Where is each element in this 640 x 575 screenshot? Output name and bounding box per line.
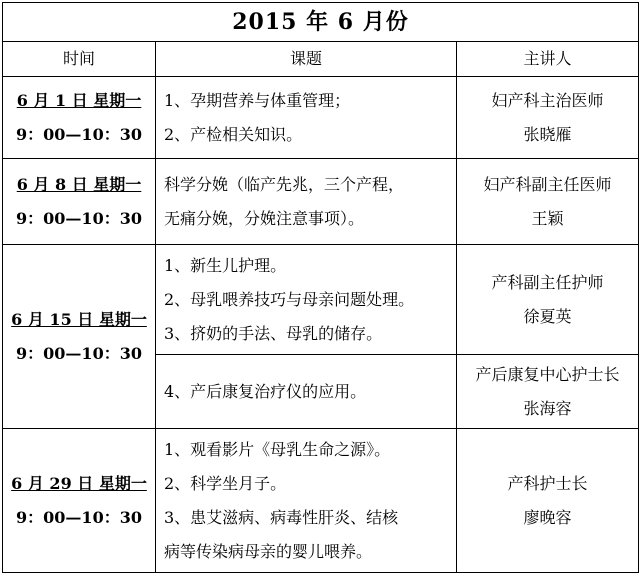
topic-line: 3、患艾滋病、病毒性肝炎、结核: [164, 507, 399, 527]
speaker-name: 徐夏英: [523, 306, 572, 326]
header-time: 时间: [3, 42, 156, 77]
session-speaker-cell: [457, 159, 639, 245]
speaker-title: 产科护士长: [507, 473, 588, 493]
topic-line: 科学分娩（临产先兆，三个产程，: [164, 174, 405, 194]
topic-line: 2、母乳喂养技巧与母亲问题处理。: [164, 289, 415, 309]
session-speaker-cell: [457, 429, 639, 573]
speaker-title: 产后康复中心护士长: [475, 364, 620, 384]
schedule-title: 2015 年 6 月份: [3, 3, 639, 42]
topic-line: 1、孕期营养与体重管理；: [164, 90, 351, 110]
topic-line: 3、挤奶的手法、母乳的储存。: [164, 323, 383, 343]
speaker-name: 王颖: [531, 208, 564, 228]
speaker-name: 张海容: [523, 398, 572, 418]
session-speaker-cell: [457, 245, 639, 355]
session-date: 6 月 1 日 星期一: [16, 90, 142, 110]
session-time-cell: [3, 159, 156, 245]
session-clock: 9：00—10：30: [16, 343, 142, 363]
session-row-1: [3, 77, 639, 159]
session-topic-cell: [156, 245, 457, 355]
topic-line: 无痛分娩，分娩注意事项）。: [164, 208, 365, 228]
header-speaker: 主讲人: [457, 42, 639, 77]
session-clock: 9：00—10：30: [16, 507, 142, 527]
session-row-4: [3, 429, 639, 573]
session-date: 6 月 15 日 星期一: [11, 309, 147, 329]
session-topic-cell: [156, 355, 457, 429]
session-clock: 9：00—10：30: [16, 124, 142, 144]
topic-line: 2、产检相关知识。: [164, 124, 303, 144]
speaker-name: 张晓雁: [523, 124, 572, 144]
session-time-cell: [3, 77, 156, 159]
session-speaker-cell: [457, 77, 639, 159]
topic-line: 1、新生儿护理。: [164, 255, 287, 275]
speaker-name: 廖晚容: [523, 507, 572, 527]
topic-line: 4、产后康复治疗仪的应用。: [164, 381, 367, 401]
topic-line: 2、科学坐月子。: [164, 473, 287, 493]
session-clock: 9：00—10：30: [16, 208, 142, 228]
session-speaker-cell: [457, 355, 639, 429]
session-date: 6 月 29 日 星期一: [11, 473, 147, 493]
session-row-3: [3, 245, 639, 355]
session-time-cell: [3, 245, 156, 429]
session-topic-cell: [156, 429, 457, 573]
schedule-table: [2, 2, 639, 573]
session-topic-cell: [156, 159, 457, 245]
session-date: 6 月 8 日 星期一: [16, 174, 142, 194]
session-time-cell: [3, 429, 156, 573]
schedule-sheet: [2, 2, 638, 573]
header-topic: 课题: [156, 42, 457, 77]
title-row: [3, 3, 639, 42]
speaker-title: 妇产科副主任医师: [483, 174, 612, 194]
topic-line: 病等传染病母亲的婴儿喂养。: [164, 541, 373, 561]
speaker-title: 妇产科主治医师: [491, 90, 604, 110]
topic-line: 1、观看影片《母乳生命之源》。: [164, 439, 391, 459]
session-topic-cell: [156, 77, 457, 159]
speaker-title: 产科副主任护师: [491, 272, 604, 292]
header-row: [3, 42, 639, 77]
session-row-2: [3, 159, 639, 245]
